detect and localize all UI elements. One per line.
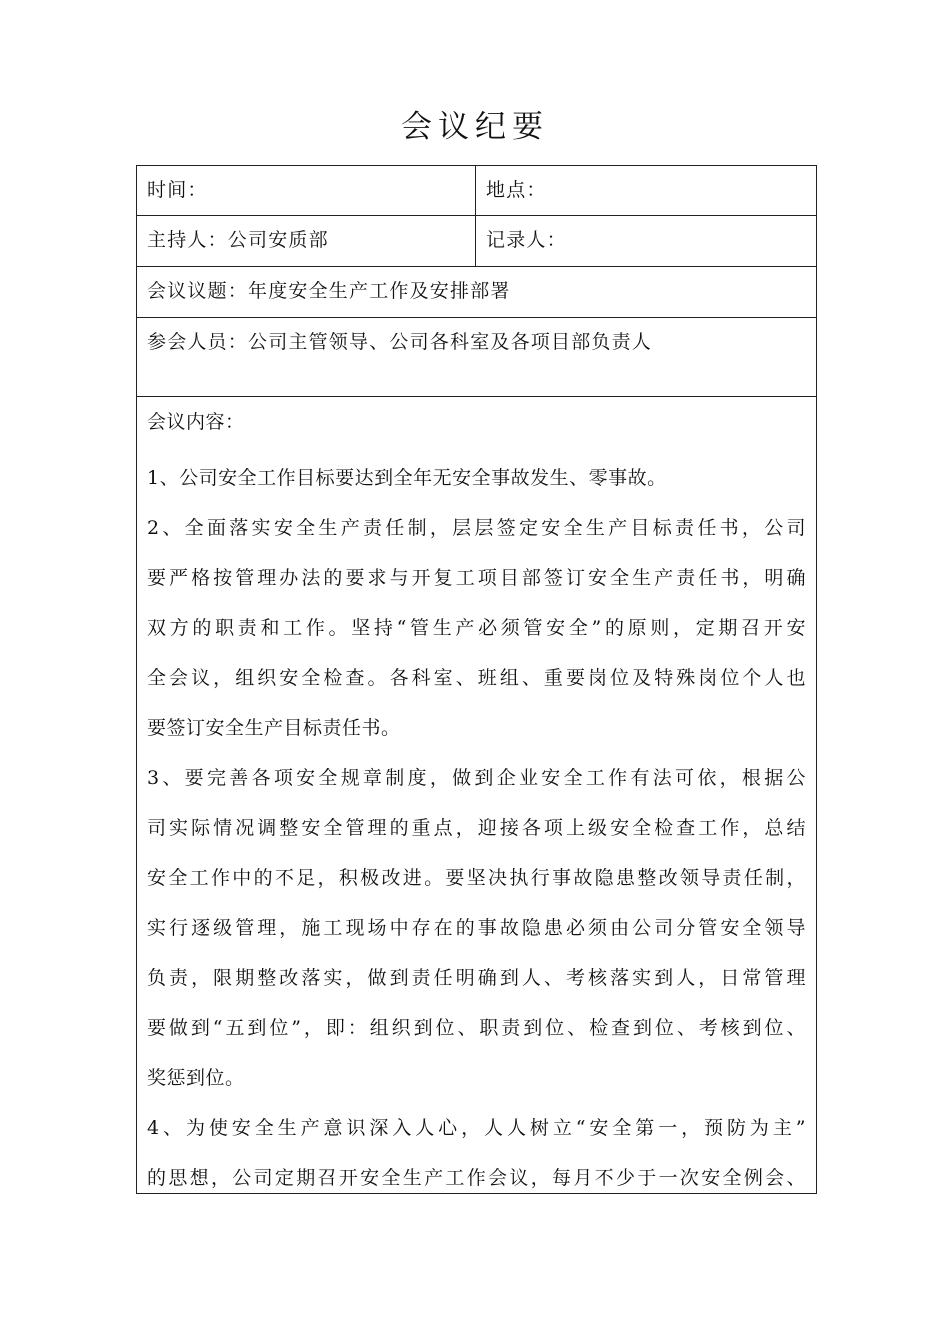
time-cell: [137, 166, 476, 215]
host-recorder-row: [137, 216, 816, 267]
recorder-cell: [476, 216, 816, 266]
attendees-row: [137, 318, 816, 397]
topic-row: [137, 267, 816, 318]
content-line: 的思想，公司定期召开安全生产工作会议，每月不少于一次安全例会、: [147, 1167, 806, 1189]
time-location-row: [137, 166, 816, 216]
content-line: 2、全面落实安全生产责任制，层层签定安全生产目标责任书，公司: [147, 517, 806, 539]
content-line: 要严格按管理办法的要求与开复工项目部签订安全生产责任书，明确: [147, 567, 806, 589]
minutes-table: [136, 165, 817, 1194]
topic-cell: [137, 267, 816, 317]
location-cell: [476, 166, 816, 215]
document-title: 会议纪要: [401, 109, 549, 145]
content-line: 全会议，组织安全检查。各科室、班组、重要岗位及特殊岗位个人也: [147, 667, 806, 689]
content-line: 实行逐级管理，施工现场中存在的事故隐患必须由公司分管安全领导: [147, 917, 806, 939]
content-line: 要签订安全生产目标责任书。: [147, 717, 401, 739]
content-line: 要做到“五到位”，即：组织到位、职责到位、检查到位、考核到位、: [147, 1017, 806, 1039]
content-line: 双方的职责和工作。坚持“管生产必须管安全”的原则，定期召开安: [147, 617, 806, 639]
attendees-cell: [137, 318, 816, 396]
recorder-label: 记录人：: [486, 229, 567, 251]
content-line: 1、公司安全工作目标要达到全年无安全事故发生、零事故。: [147, 467, 667, 489]
attendees-text: 参会人员：公司主管领导、公司各科室及各项目部负责人: [147, 331, 653, 353]
content-line: 4、为使安全生产意识深入人心，人人树立“安全第一，预防为主”: [147, 1117, 806, 1139]
host-cell: [137, 216, 476, 266]
content-line: 负责，限期整改落实，做到责任明确到人、考核落实到人，日常管理: [147, 967, 806, 989]
content-line: 司实际情况调整安全管理的重点，迎接各项上级安全检查工作，总结: [147, 817, 806, 839]
location-label: 地点：: [486, 179, 547, 201]
content-line: 安全工作中的不足，积极改进。要坚决执行事故隐患整改领导责任制，: [147, 867, 806, 889]
content-line: 3、要完善各项安全规章制度，做到企业安全工作有法可依，根据公: [147, 767, 806, 789]
meeting-content: [137, 397, 816, 1195]
meeting-topic: 会议议题：年度安全生产工作及安排部署: [147, 280, 511, 302]
host-label: 主持人：公司安质部: [147, 229, 329, 251]
content-line: 奖惩到位。: [147, 1067, 245, 1089]
time-label: 时间：: [147, 179, 208, 201]
content-heading: 会议内容：: [147, 411, 245, 433]
